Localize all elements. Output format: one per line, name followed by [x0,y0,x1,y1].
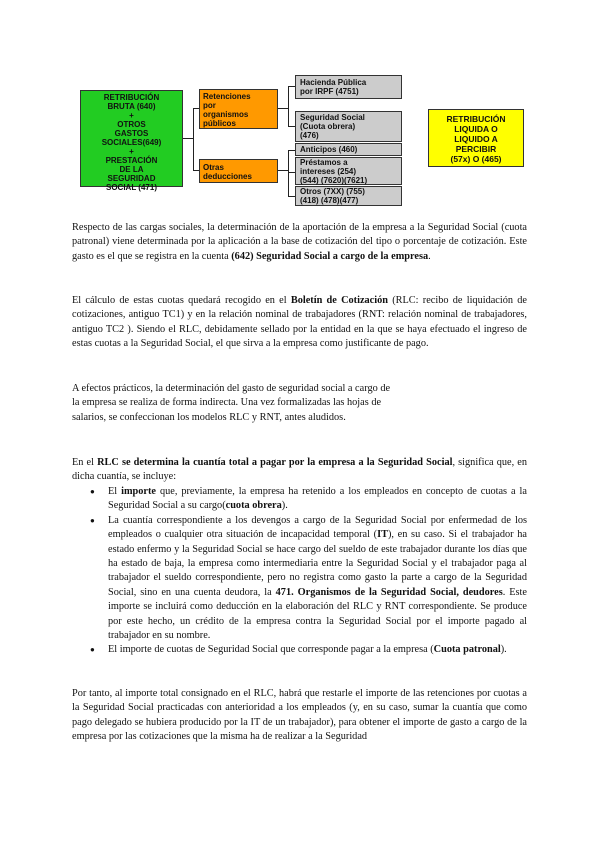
box-line: PERCIBIR [455,144,497,154]
text: El [108,486,122,497]
paragraph-por-tanto: Por tanto, al importe total consignado en el RLC, habrá que restarle el importe de las retenciones por cuotas a la Seguridad Social practicadas con anterioridad a los empleados (y, en su caso, sumar la cuantía que como pago delegado se hubiera producido por la IT de un trabajador), para obtener el importe de gasto a cargo de la empresa por las cotizaciones que la misma ha de realizar a la Seguridad [72,688,527,743]
bold-text: Cuota patronal [433,644,501,656]
box-line: por [203,101,216,110]
text: En el [72,457,98,468]
text-line: salarios, se confeccionan los modelos RLC y RNT, antes aludidos. [72,411,346,423]
box-line: Hacienda Pública [300,78,367,87]
paragraph-rlc [72,456,527,485]
box-line: PRESTACIÓN [105,156,158,165]
connector-line [288,150,289,196]
box-line: (418) (478)(477) [300,196,359,205]
box-line: + [129,147,134,156]
connector-line [288,86,295,87]
text: , significa que, en dicha cuantía, se incluye: [72,457,527,483]
box-line: Seguridad Social [300,113,365,122]
box-line: GASTOS [114,129,149,138]
box-line: Préstamos a [300,158,348,167]
box-line: SOCIAL (471) [106,183,157,192]
otras-deducciones-box [199,159,278,183]
paragraph-cargas-sociales [72,221,527,264]
connector-line [183,138,193,139]
text: ), en su caso. Si el trabajador ha estado enfermo y la Seguridad Social se hace cargo del sueldo de este trabajador durante los días que ha estado de baja, la empresa como intermediaria entre la Seguridad Social y el trabajador paga al trabajador el sueldo correspondiente, pero no registra como gasto la parte a cargo de la Seguridad Social, sino en una cuenta deudora, la [108,529,527,598]
list-item [72,514,527,644]
box-line: OTROS [117,120,146,129]
text: ). [500,644,507,656]
box-line: deducciones [203,172,252,181]
retenciones-box [199,89,278,129]
text: . Este importe se incluirá como deducción en la elaboración del RLC y RNT correspondiente. Se produce por este hecho, un crédito de la empresa contra la Seguridad Social por el importe pagado al trabajador en su nombre. [108,586,527,642]
box-line: LIQUIDA O [454,124,498,134]
text: ). [281,500,288,512]
box-line: Otros (7XX) (755) [300,187,365,196]
text: El importe de cuotas de Seguridad Social que corresponde pagar a la empresa ( [108,644,434,656]
paragraph-efectos-practicos [72,382,527,425]
box-line: (544) (7620)(7621) [300,176,368,185]
text: El cálculo de estas cuotas quedará recogido en el [72,295,291,306]
box-line: Anticipos (460) [300,145,358,154]
connector-line [288,86,289,126]
connector-line [288,126,295,127]
hacienda-box [295,75,402,99]
box-line: SOCIALES(649) [101,138,162,147]
box-line: públicos [203,119,236,128]
paragraph-boletin-cotizacion [72,294,527,352]
bold-text: cuota obrera [225,500,282,512]
box-line: (476) [300,131,319,140]
prestamos-box [295,157,402,185]
bold-text: importe [121,486,156,497]
box-line: RETRIBUCIÓN [103,93,160,102]
connector-line [278,108,288,109]
connector-line [288,150,295,151]
seguridad-social-box [295,111,402,142]
bold-text: RLC se determina la cuantía total a pagar por la empresa a la Seguridad Social [97,457,453,468]
box-line: Otras [203,163,224,172]
box-line: Retenciones [203,92,251,101]
text: Respecto de las cargas sociales, la determinación de la aportación de la empresa a la Seguridad Social (cuota patronal) viene determinada por la aplicación a la base de cotización del tipo o porcentaje de cotización. Este gasto es el que se registra en la cuenta [72,222,527,262]
text: (RLC: recibo de liquidación de cotizaciones, antiguo TC1) y en la relación nominal de trabajadores (RNT: relación nominal de trabajadores, antiguo TC2 ). Siendo el RLC, debidamente sellado por la entidad en la que se haya efectuado el ingreso de estas cuotas a la Seguridad Social, el que sirva a la empresa como justificante de pago. [72,295,527,350]
box-line: intereses (254) [300,167,357,176]
list-item [72,643,527,657]
connector-line [193,108,194,170]
text: La cuantía correspondiente a los devengos a cargo de la Seguridad Social por enfermedad de los empleados o cualquier otra situación de incapacidad temporal ( [108,514,527,541]
bold-text: Boletín de Cotización [290,295,388,306]
bold-text: (642) Seguridad Social a cargo de la empresa [231,250,429,262]
connector-line [278,170,288,171]
text-line: la empresa se realiza de forma indirecta. Una vez formalizadas las hojas de [72,397,382,409]
bold-text: IT [377,529,388,541]
bullet-list [72,485,527,658]
connector-line [288,196,295,197]
box-line: DE LA [119,165,144,174]
text: que, previamente, la empresa ha retenido a los empleados en concepto de cuotas a la Seguridad Social a su cargo( [108,486,527,512]
box-line: SEGURIDAD [107,174,156,183]
box-line: BRUTA (640) [107,102,156,111]
box-line: (Cuota obrera) [300,122,356,131]
bold-text: 471. Organismos de la Seguridad Social, deudores [275,586,503,598]
otros-box [295,186,402,206]
retribucion-bruta-box [80,90,183,192]
nomina-diagram [0,0,600,215]
anticipos-box [295,143,402,156]
retribucion-liquida-box [428,109,524,167]
connector-line [288,172,295,173]
box-line: (57x) O (465) [450,154,502,164]
box-line: organismos [203,110,249,119]
text: . [428,250,431,262]
list-item [72,485,527,514]
box-line: RETRIBUCIÓN [446,114,506,124]
box-line: por IRPF (4751) [300,87,359,96]
box-line: + [129,111,134,120]
box-line: LIQUIDO A [454,134,498,144]
text-line: A efectos prácticos, la determinación del gasto de seguridad social a cargo de [72,383,391,394]
